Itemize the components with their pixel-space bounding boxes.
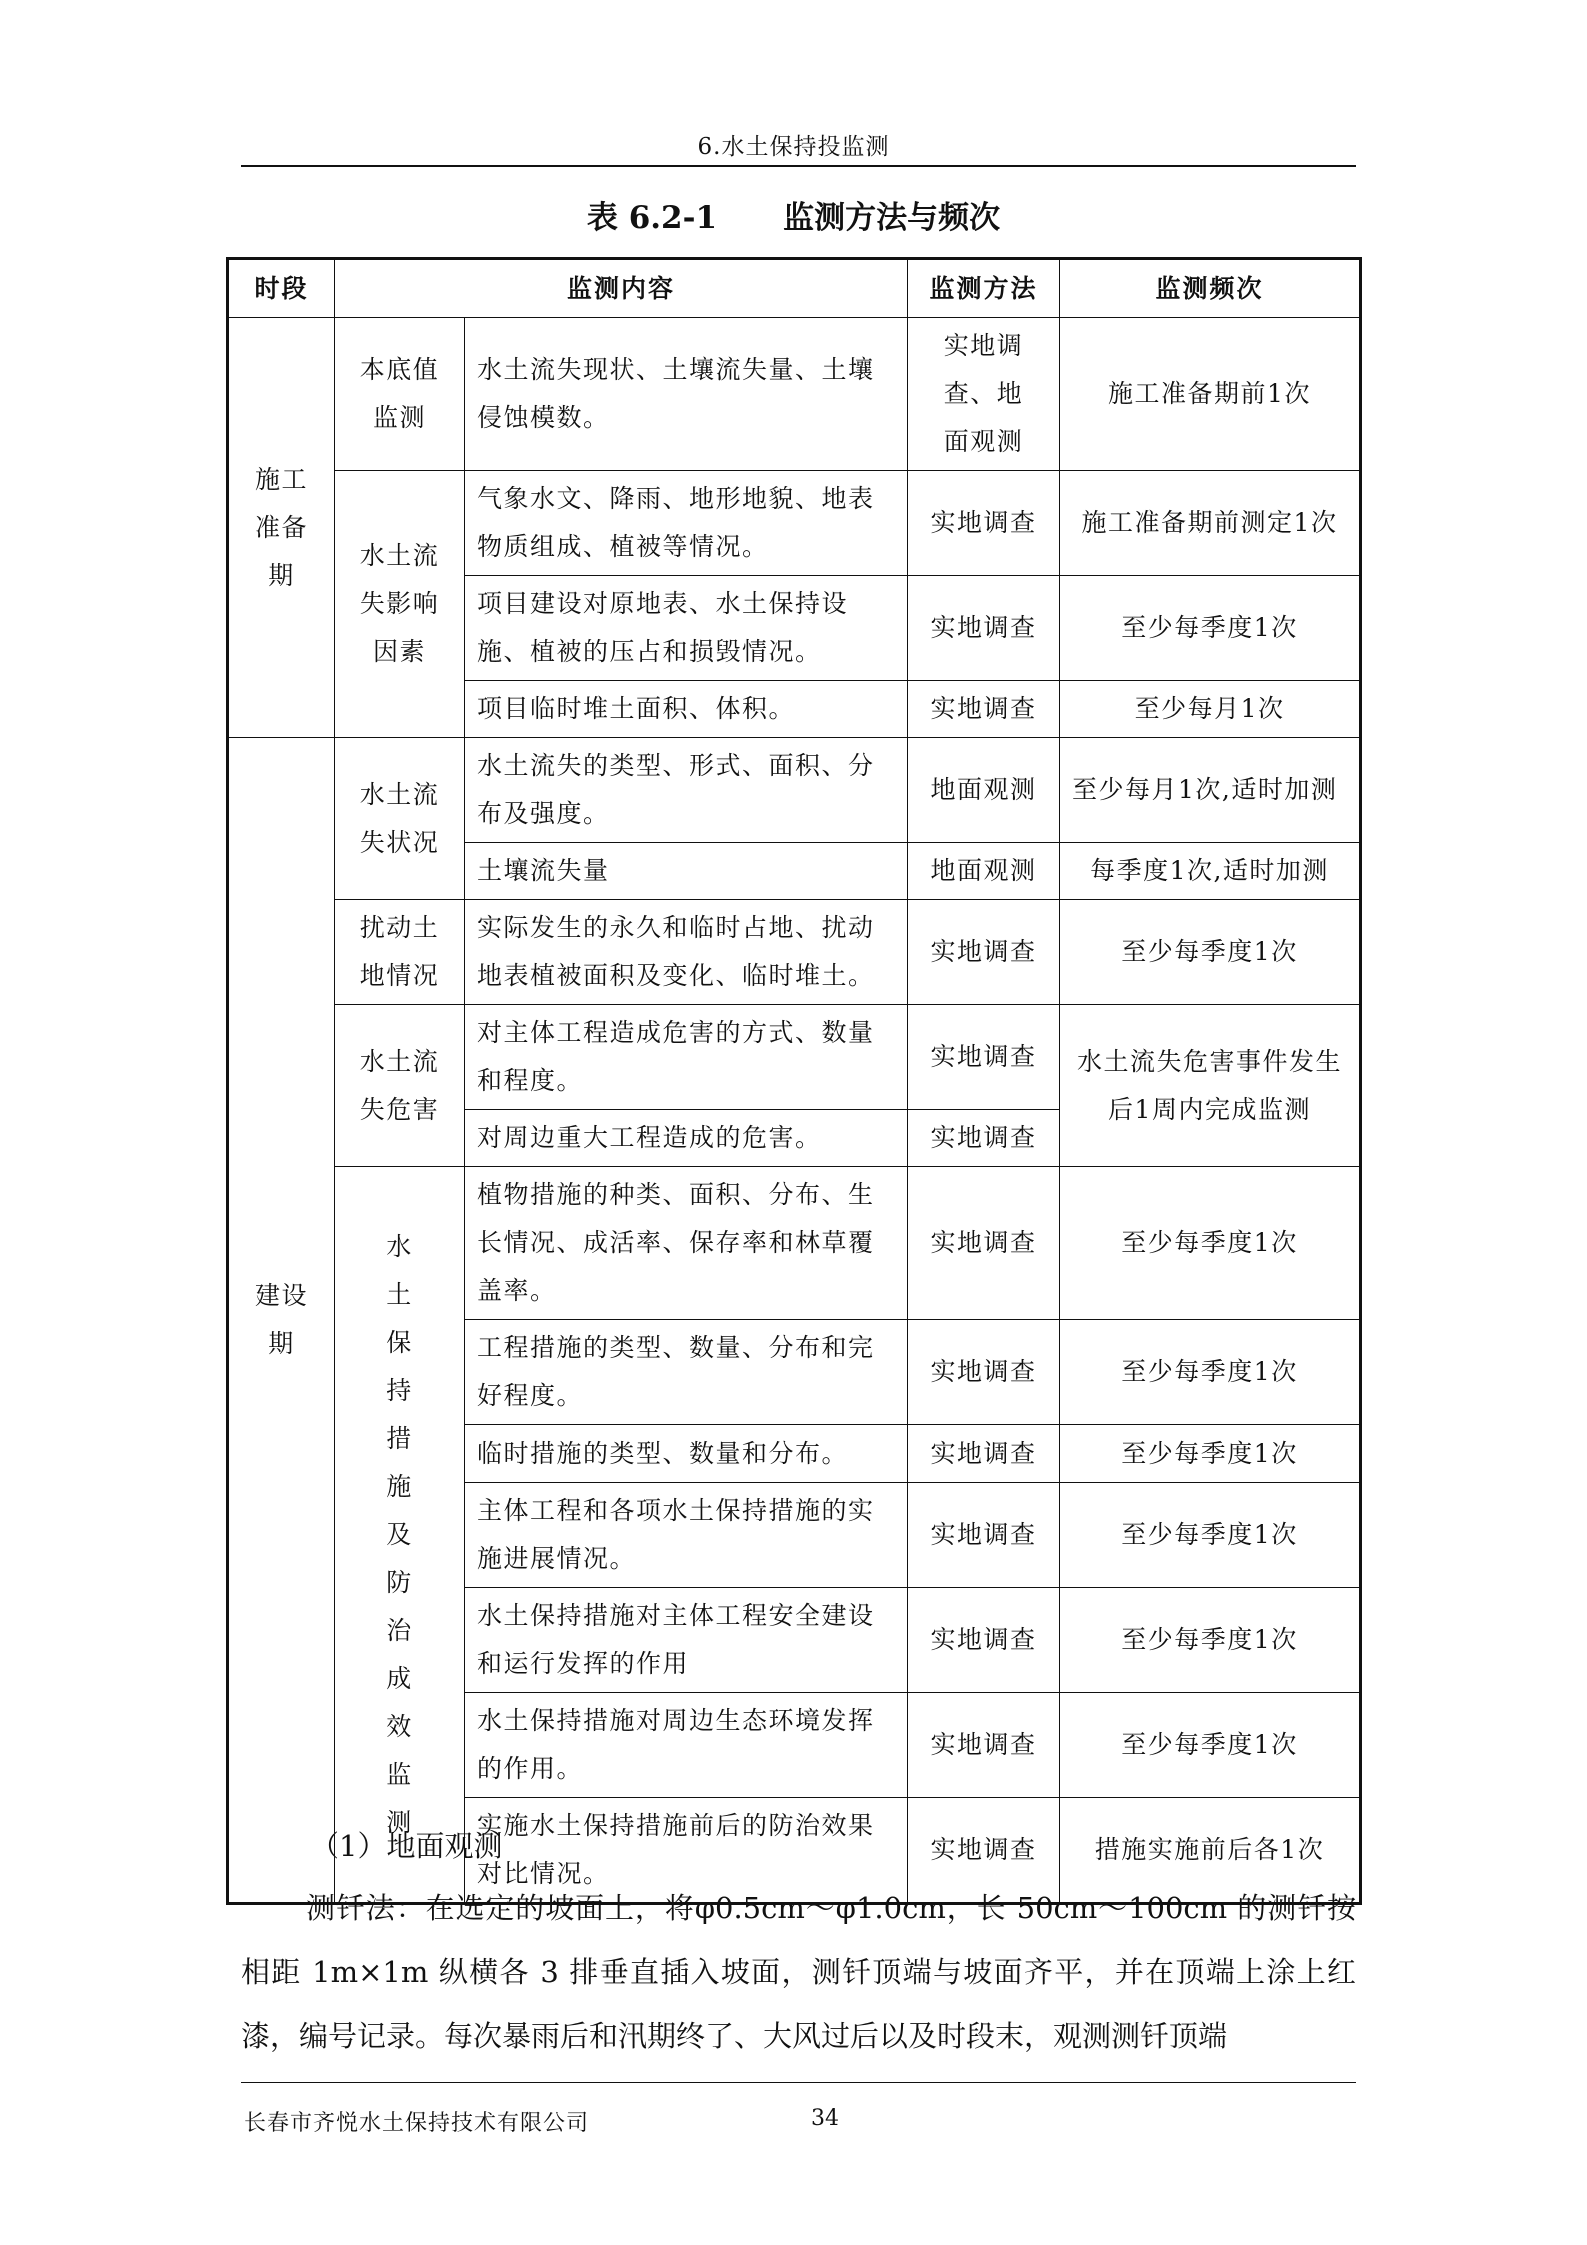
category-factors: 水土流失影响因素	[335, 471, 465, 738]
frequency-cell: 施工准备期前1次	[1060, 318, 1361, 471]
frequency-cell: 至少每季度1次	[1060, 900, 1361, 1005]
method-cell: 实地调查	[908, 1693, 1060, 1798]
header-content: 监测内容	[335, 259, 908, 318]
table-title	[0, 192, 1587, 237]
method-cell: 地面观测	[908, 738, 1060, 843]
table-row	[228, 900, 1361, 1005]
table-header-row	[228, 259, 1361, 318]
frequency-cell: 至少每季度1次	[1060, 1483, 1361, 1588]
table-row	[228, 471, 1361, 576]
header-period: 时段	[228, 259, 335, 318]
content-cell: 对周边重大工程造成的危害。	[465, 1110, 908, 1167]
content-cell: 工程措施的类型、数量、分布和完好程度。	[465, 1320, 908, 1425]
method-cell: 实地调查	[908, 1320, 1060, 1425]
frequency-cell: 至少每月1次,适时加测	[1060, 738, 1361, 843]
method-cell: 实地调查	[908, 1425, 1060, 1483]
period-prep: 施工准备期	[228, 318, 335, 738]
content-cell: 水土保持措施对主体工程安全建设和运行发挥的作用	[465, 1588, 908, 1693]
section-subheading: （1）地面观测	[310, 1829, 503, 1863]
category-baseline: 本底值监测	[335, 318, 465, 471]
footer-rule	[241, 2082, 1356, 2083]
category-status: 水土流失状况	[335, 738, 465, 900]
table-row	[228, 738, 1361, 843]
frequency-cell: 施工准备期前测定1次	[1060, 471, 1361, 576]
running-header: 6.水土保持投监测	[697, 134, 890, 160]
category-measures: 水土保持措施及防治成效监测	[335, 1167, 465, 1904]
category-disturb: 扰动土地情况	[335, 900, 465, 1005]
method-cell: 实地调查	[908, 1110, 1060, 1167]
frequency-cell: 至少每季度1次	[1060, 576, 1361, 681]
table-number: 表 6.2-1	[586, 200, 718, 236]
method-cell: 实地调查	[908, 1798, 1060, 1904]
frequency-cell: 措施实施前后各1次	[1060, 1798, 1361, 1904]
header-method: 监测方法	[908, 259, 1060, 318]
content-cell: 主体工程和各项水土保持措施的实施进展情况。	[465, 1483, 908, 1588]
method-cell: 实地调查	[908, 471, 1060, 576]
header-rule	[241, 165, 1356, 167]
frequency-cell: 至少每月1次	[1060, 681, 1361, 738]
frequency-cell: 至少每季度1次	[1060, 1167, 1361, 1320]
content-cell: 临时措施的类型、数量和分布。	[465, 1425, 908, 1483]
content-cell: 土壤流失量	[465, 843, 908, 900]
table-row	[228, 1167, 1361, 1320]
content-cell: 实际发生的永久和临时占地、扰动地表植被面积及变化、临时堆土。	[465, 900, 908, 1005]
method-cell: 实地调查	[908, 1005, 1060, 1110]
content-cell: 植物措施的种类、面积、分布、生长情况、成活率、保存率和林草覆盖率。	[465, 1167, 908, 1320]
frequency-cell: 至少每季度1次	[1060, 1425, 1361, 1483]
method-cell: 实地调查	[908, 1167, 1060, 1320]
content-cell: 水土流失现状、土壤流失量、土壤侵蚀模数。	[465, 318, 908, 471]
table-row	[228, 1005, 1361, 1110]
method-cell: 实地调查	[908, 1588, 1060, 1693]
page-number: 34	[811, 2106, 839, 2131]
table-row	[228, 318, 1361, 471]
method-cell: 实地调查	[908, 576, 1060, 681]
method-cell: 实地调查	[908, 1483, 1060, 1588]
method-cell: 实地调查、地面观测	[908, 318, 1060, 471]
content-cell: 水土保持措施对周边生态环境发挥的作用。	[465, 1693, 908, 1798]
period-build: 建设期	[228, 738, 335, 1904]
content-cell: 对主体工程造成危害的方式、数量和程度。	[465, 1005, 908, 1110]
monitoring-table	[226, 257, 1362, 1905]
frequency-cell: 至少每季度1次	[1060, 1320, 1361, 1425]
frequency-cell: 每季度1次,适时加测	[1060, 843, 1361, 900]
category-hazard: 水土流失危害	[335, 1005, 465, 1167]
header-frequency: 监测频次	[1060, 259, 1361, 318]
content-cell: 实施水土保持措施前后的防治效果对比情况。	[465, 1798, 908, 1904]
content-cell: 项目建设对原地表、水土保持设施、植被的压占和损毁情况。	[465, 576, 908, 681]
method-cell: 实地调查	[908, 900, 1060, 1005]
body-paragraph: 测钎法：在选定的坡面上，将φ0.5cm～φ1.0cm，长 50cm～100cm 的测钎按相距 1m×1m 纵横各 3 排垂直插入坡面，测钎顶端与坡面齐平，并在顶端上涂上红漆，编号记录。每次暴雨后和汛期终了、大风过后以及时段末，观测测钎顶端	[241, 1891, 1356, 2053]
content-cell: 项目临时堆土面积、体积。	[465, 681, 908, 738]
content-cell: 气象水文、降雨、地形地貌、地表物质组成、植被等情况。	[465, 471, 908, 576]
frequency-cell: 至少每季度1次	[1060, 1588, 1361, 1693]
footer-company: 长春市齐悦水土保持技术有限公司	[244, 2111, 590, 2136]
method-cell: 地面观测	[908, 843, 1060, 900]
method-cell: 实地调查	[908, 681, 1060, 738]
frequency-cell: 至少每季度1次	[1060, 1693, 1361, 1798]
content-cell: 水土流失的类型、形式、面积、分布及强度。	[465, 738, 908, 843]
table-caption: 监测方法与频次	[783, 200, 1001, 236]
frequency-cell: 水土流失危害事件发生后1周内完成监测	[1060, 1005, 1361, 1167]
